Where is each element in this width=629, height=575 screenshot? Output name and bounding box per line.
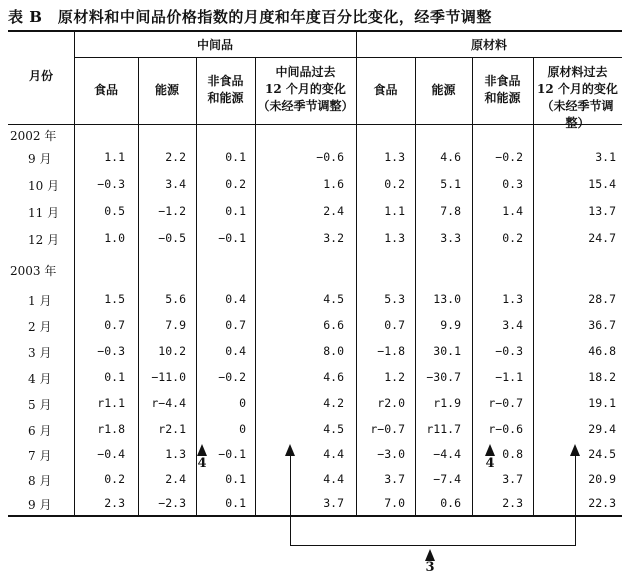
- cell: r11.7: [426, 422, 461, 436]
- vrule: [255, 58, 256, 515]
- year-label: 2003 年: [10, 264, 57, 278]
- cell: −3.0: [377, 447, 405, 461]
- header-col-nonfood: 非食品 和能源: [207, 74, 244, 105]
- cell: −0.1: [218, 231, 246, 245]
- connector-line: [290, 455, 291, 545]
- cell: 3.1: [595, 150, 616, 164]
- cell: 1.5: [104, 292, 125, 306]
- cell: 0.5: [104, 204, 125, 218]
- month-label: 6 月: [28, 424, 52, 438]
- cell: 0: [239, 396, 246, 410]
- year-label: 2002 年: [10, 129, 57, 143]
- cell: 0.1: [225, 472, 246, 486]
- month-label: 4 月: [28, 372, 52, 386]
- cell: r−0.7: [370, 422, 405, 436]
- cell: −0.6: [316, 150, 344, 164]
- cell: 46.8: [588, 344, 616, 358]
- cell: −1.2: [158, 204, 186, 218]
- cell: 5.1: [440, 177, 461, 191]
- cell: 4.5: [323, 292, 344, 306]
- cell: 0.7: [104, 318, 125, 332]
- cell: r1.9: [433, 396, 461, 410]
- month-label: 11 月: [28, 206, 60, 220]
- cell: 3.7: [502, 472, 523, 486]
- cell: r−0.7: [488, 396, 523, 410]
- cell: 1.3: [165, 447, 186, 461]
- cell: 7.8: [440, 204, 461, 218]
- cell: 3.4: [165, 177, 186, 191]
- cell: 2.3: [104, 496, 125, 510]
- cell: 3.7: [384, 472, 405, 486]
- month-label: 10 月: [28, 179, 60, 193]
- cell: 0.3: [502, 177, 523, 191]
- cell: 30.1: [433, 344, 461, 358]
- month-label: 12 月: [28, 233, 60, 247]
- rule-top: [8, 30, 622, 32]
- cell: 2.2: [165, 150, 186, 164]
- cell: 4.6: [440, 150, 461, 164]
- cell: −0.3: [97, 177, 125, 191]
- month-label: 5 月: [28, 398, 52, 412]
- header-group-intermediate: 中间品: [196, 38, 233, 52]
- rule-header-bottom: [8, 124, 622, 125]
- month-label: 7 月: [28, 449, 52, 463]
- month-label: 8 月: [28, 474, 52, 488]
- month-label: 9 月: [28, 152, 52, 166]
- cell: 6.6: [323, 318, 344, 332]
- cell: 4.4: [323, 472, 344, 486]
- cell: 24.5: [588, 447, 616, 461]
- cell: −30.7: [426, 370, 461, 384]
- cell: 0.1: [225, 204, 246, 218]
- month-label: 1 月: [28, 294, 52, 308]
- cell: 4.6: [323, 370, 344, 384]
- header-col-raw-12m: 原材料过去 12 个月的变化 （未经季节调整）: [537, 65, 618, 130]
- cell: 22.3: [588, 496, 616, 510]
- cell: 4.4: [323, 447, 344, 461]
- cell: r−4.4: [151, 396, 186, 410]
- vrule: [415, 58, 416, 515]
- arrow-up-icon: [197, 444, 207, 456]
- cell: −1.1: [495, 370, 523, 384]
- cell: r1.8: [97, 422, 125, 436]
- header-col-nonfood: 非食品 和能源: [484, 74, 521, 105]
- cell: 29.4: [588, 422, 616, 436]
- cell: −4.4: [433, 447, 461, 461]
- cell: 0.2: [502, 231, 523, 245]
- cell: 1.3: [502, 292, 523, 306]
- cell: 3.7: [323, 496, 344, 510]
- marker-3: 3: [425, 560, 435, 575]
- cell: 1.3: [384, 150, 405, 164]
- cell: 13.7: [588, 204, 616, 218]
- cell: −0.2: [218, 370, 246, 384]
- cell: r1.1: [97, 396, 125, 410]
- cell: 4.5: [323, 422, 344, 436]
- cell: 1.2: [384, 370, 405, 384]
- header-col-food: 食品: [93, 83, 118, 97]
- cell: 5.6: [165, 292, 186, 306]
- cell: 0.1: [104, 370, 125, 384]
- cell: −0.3: [495, 344, 523, 358]
- cell: 0.8: [502, 447, 523, 461]
- cell: 18.2: [588, 370, 616, 384]
- month-label: 9 月: [28, 498, 52, 512]
- cell: 0.1: [225, 496, 246, 510]
- cell: 1.1: [104, 150, 125, 164]
- connector-line: [575, 455, 576, 545]
- cell: 3.2: [323, 231, 344, 245]
- header-month: 月份: [28, 69, 53, 83]
- cell: 0.6: [440, 496, 461, 510]
- cell: 3.4: [502, 318, 523, 332]
- cell: 36.7: [588, 318, 616, 332]
- rule-group-raw: [357, 57, 622, 58]
- cell: 2.3: [502, 496, 523, 510]
- cell: −1.8: [377, 344, 405, 358]
- cell: 1.4: [502, 204, 523, 218]
- cell: 0.4: [225, 344, 246, 358]
- cell: 0.4: [225, 292, 246, 306]
- cell: 7.9: [165, 318, 186, 332]
- cell: −7.4: [433, 472, 461, 486]
- table-title: 表 B 原材料和中间品价格指数的月度和年度百分比变化，经季节调整: [8, 8, 492, 26]
- cell: r2.0: [377, 396, 405, 410]
- arrow-up-icon: [485, 444, 495, 456]
- cell: −0.5: [158, 231, 186, 245]
- vrule: [74, 31, 75, 515]
- cell: 1.1: [384, 204, 405, 218]
- vrule: [356, 31, 357, 515]
- cell: 15.4: [588, 177, 616, 191]
- cell: 2.4: [165, 472, 186, 486]
- header-col-intermediate-12m: 中间品过去 12 个月的变化 （未经季节调整）: [257, 65, 354, 113]
- rule-group-intermediate: [74, 57, 356, 58]
- cell: −2.3: [158, 496, 186, 510]
- rule-bottom: [8, 515, 622, 517]
- cell: 0.2: [104, 472, 125, 486]
- cell: r2.1: [158, 422, 186, 436]
- cell: −0.4: [97, 447, 125, 461]
- vrule: [472, 58, 473, 515]
- cell: 2.4: [323, 204, 344, 218]
- cell: 1.0: [104, 231, 125, 245]
- connector-line: [290, 545, 576, 546]
- header-group-raw: 原材料: [470, 38, 507, 52]
- month-label: 3 月: [28, 346, 52, 360]
- cell: 0.2: [384, 177, 405, 191]
- cell: 13.0: [433, 292, 461, 306]
- header-col-food: 食品: [373, 83, 398, 97]
- cell: 0.2: [225, 177, 246, 191]
- cell: 24.7: [588, 231, 616, 245]
- cell: r−0.6: [488, 422, 523, 436]
- marker-4: 4: [485, 456, 495, 471]
- cell: −0.1: [218, 447, 246, 461]
- cell: 19.1: [588, 396, 616, 410]
- month-label: 2 月: [28, 320, 52, 334]
- cell: 0.7: [384, 318, 405, 332]
- cell: 10.2: [158, 344, 186, 358]
- cell: 0.7: [225, 318, 246, 332]
- vrule: [138, 58, 139, 515]
- header-col-energy: 能源: [431, 83, 456, 97]
- cell: −0.3: [97, 344, 125, 358]
- cell: 20.9: [588, 472, 616, 486]
- cell: 28.7: [588, 292, 616, 306]
- cell: 8.0: [323, 344, 344, 358]
- cell: 9.9: [440, 318, 461, 332]
- cell: −11.0: [151, 370, 186, 384]
- cell: 0.1: [225, 150, 246, 164]
- cell: 0: [239, 422, 246, 436]
- cell: 7.0: [384, 496, 405, 510]
- marker-4: 4: [197, 456, 207, 471]
- cell: −0.2: [495, 150, 523, 164]
- cell: 3.3: [440, 231, 461, 245]
- cell: 5.3: [384, 292, 405, 306]
- header-col-energy: 能源: [154, 83, 179, 97]
- cell: 1.6: [323, 177, 344, 191]
- cell: 4.2: [323, 396, 344, 410]
- cell: 1.3: [384, 231, 405, 245]
